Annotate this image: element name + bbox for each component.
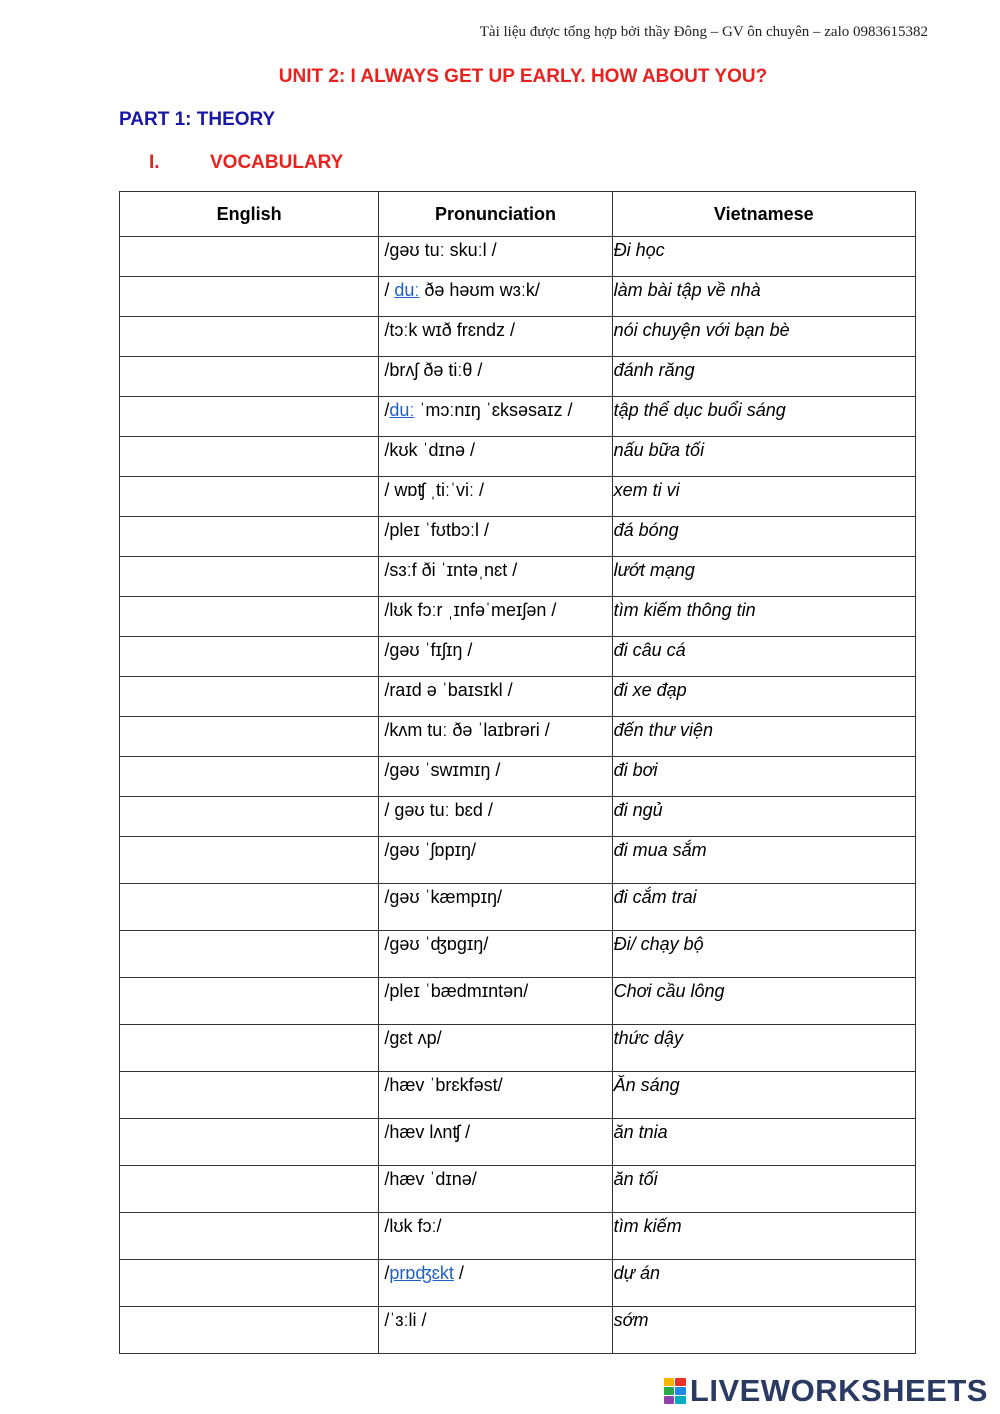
- logo-square: [664, 1378, 675, 1386]
- english-cell[interactable]: [120, 884, 379, 931]
- brand-text: LIVEWORKSHEETS: [689, 1373, 988, 1408]
- vietnamese-cell: đi xe đạp: [612, 677, 915, 717]
- english-cell[interactable]: [120, 317, 379, 357]
- english-cell[interactable]: [120, 397, 379, 437]
- table-row: [120, 597, 916, 637]
- pronunciation-cell: [379, 397, 612, 437]
- pronunciation-cell: /gəʊ ˈʤɒgɪŋ/: [379, 931, 612, 978]
- english-cell[interactable]: [120, 517, 379, 557]
- vietnamese-cell: nấu bữa tối: [612, 437, 915, 477]
- pronunciation-cell: /tɔːk wɪð frɛndz /: [379, 317, 612, 357]
- table-row: [120, 1072, 916, 1119]
- pronunciation-link[interactable]: prɒʤɛkt: [389, 1263, 454, 1283]
- english-cell[interactable]: [120, 978, 379, 1025]
- vietnamese-cell: đến thư viện: [612, 717, 915, 757]
- pronunciation-prefix: /: [384, 1263, 390, 1283]
- table-row: [120, 317, 916, 357]
- table-row: [120, 837, 916, 884]
- table-header-row: [120, 192, 916, 237]
- table-row: [120, 931, 916, 978]
- pronunciation-cell: /gəʊ ˈfɪʃɪŋ /: [379, 637, 612, 677]
- english-cell[interactable]: [120, 637, 379, 677]
- english-cell[interactable]: [120, 1213, 379, 1260]
- logo-square: [664, 1396, 675, 1404]
- pronunciation-cell: /lʊk fɔːr ˌɪnfəˈmeɪʃən /: [379, 597, 612, 637]
- table-row: [120, 717, 916, 757]
- english-cell[interactable]: [120, 1260, 379, 1307]
- header-english: English: [120, 192, 379, 237]
- english-cell[interactable]: [120, 597, 379, 637]
- pronunciation-cell: /gəʊ ˈkæmpɪŋ/: [379, 884, 612, 931]
- table-row: [120, 237, 916, 277]
- table-row: [120, 1307, 916, 1354]
- pronunciation-cell: /kʌm tuː ðə ˈlaɪbrəri /: [379, 717, 612, 757]
- vietnamese-cell: sớm: [612, 1307, 915, 1354]
- english-cell[interactable]: [120, 357, 379, 397]
- logo-square: [664, 1387, 675, 1395]
- vietnamese-cell: tìm kiếm thông tin: [612, 597, 915, 637]
- pronunciation-link[interactable]: duː: [394, 280, 420, 300]
- vietnamese-cell: làm bài tập về nhà: [612, 277, 915, 317]
- vietnamese-cell: đá bóng: [612, 517, 915, 557]
- part-title: PART 1: THEORY: [119, 109, 276, 130]
- section-number: I.: [149, 152, 160, 173]
- table-row: [120, 1213, 916, 1260]
- english-cell[interactable]: [120, 437, 379, 477]
- pronunciation-cell: / gəʊ tuː bɛd /: [379, 797, 612, 837]
- header-pronunciation: Pronunciation: [379, 192, 612, 237]
- english-cell[interactable]: [120, 931, 379, 978]
- vietnamese-cell: lướt mạng: [612, 557, 915, 597]
- table-row: [120, 557, 916, 597]
- table-row: [120, 978, 916, 1025]
- table-row: [120, 797, 916, 837]
- english-cell[interactable]: [120, 797, 379, 837]
- pronunciation-cell: /sɜːf ði ˈɪntəˌnɛt /: [379, 557, 612, 597]
- table-row: [120, 517, 916, 557]
- pronunciation-cell: /lʊk fɔː/: [379, 1213, 612, 1260]
- english-cell[interactable]: [120, 677, 379, 717]
- table-row: [120, 357, 916, 397]
- table-body: [120, 237, 916, 1354]
- pronunciation-suffix: /: [453, 1263, 464, 1283]
- vietnamese-cell: đi cắm trai: [612, 884, 915, 931]
- vietnamese-cell: tập thể dục buổi sáng: [612, 397, 915, 437]
- logo-square: [675, 1387, 686, 1395]
- table-row: [120, 677, 916, 717]
- pronunciation-prefix: /: [384, 280, 395, 300]
- pronunciation-cell: /gɛt ʌp/: [379, 1025, 612, 1072]
- vietnamese-cell: nói chuyện với bạn bè: [612, 317, 915, 357]
- english-cell[interactable]: [120, 557, 379, 597]
- english-cell[interactable]: [120, 1119, 379, 1166]
- table-row: [120, 884, 916, 931]
- english-cell[interactable]: [120, 477, 379, 517]
- english-cell[interactable]: [120, 757, 379, 797]
- table-row: [120, 1025, 916, 1072]
- pronunciation-cell: /gəʊ ˈʃɒpɪŋ/: [379, 837, 612, 884]
- table-row: [120, 1260, 916, 1307]
- vietnamese-cell: Đi/ chạy bộ: [612, 931, 915, 978]
- vietnamese-cell: Ăn sáng: [612, 1072, 915, 1119]
- pronunciation-suffix: ˈmɔːnɪŋ ˈɛksəsaɪz /: [414, 400, 573, 420]
- table-row: [120, 757, 916, 797]
- vietnamese-cell: đánh răng: [612, 357, 915, 397]
- vietnamese-cell: xem ti vi: [612, 477, 915, 517]
- vietnamese-cell: thức dậy: [612, 1025, 915, 1072]
- pronunciation-link[interactable]: duː: [389, 400, 415, 420]
- vietnamese-cell: ăn tối: [612, 1166, 915, 1213]
- unit-title: UNIT 2: I ALWAYS GET UP EARLY. HOW ABOUT YOU?: [278, 66, 768, 87]
- table-row: [120, 397, 916, 437]
- liveworksheets-brand: [664, 1374, 988, 1408]
- table-row: [120, 437, 916, 477]
- vietnamese-cell: ăn tnia: [612, 1119, 915, 1166]
- table-row: [120, 1166, 916, 1213]
- pronunciation-cell: /pleɪ ˈfʊtbɔːl /: [379, 517, 612, 557]
- vietnamese-cell: đi mua sắm: [612, 837, 915, 884]
- english-cell[interactable]: [120, 237, 379, 277]
- english-cell[interactable]: [120, 717, 379, 757]
- pronunciation-cell: /kʊk ˈdɪnə /: [379, 437, 612, 477]
- pronunciation-cell: /hæv ˈbrɛkfəst/: [379, 1072, 612, 1119]
- vietnamese-cell: đi ngủ: [612, 797, 915, 837]
- english-cell[interactable]: [120, 1307, 379, 1354]
- pronunciation-cell: [379, 277, 612, 317]
- vietnamese-cell: đi câu cá: [612, 637, 915, 677]
- pronunciation-cell: / wɒʧ ˌtiːˈviː /: [379, 477, 612, 517]
- english-cell[interactable]: [120, 837, 379, 884]
- header-note: Tài liệu được tổng hợp bởi thầy Đông – GV ôn chuyên – zalo 0983615382: [479, 24, 928, 40]
- english-cell[interactable]: [120, 1025, 379, 1072]
- pronunciation-cell: /raɪd ə ˈbaɪsɪkl /: [379, 677, 612, 717]
- vietnamese-cell: tìm kiếm: [612, 1213, 915, 1260]
- english-cell[interactable]: [120, 277, 379, 317]
- pronunciation-cell: /ˈɜːli /: [379, 1307, 612, 1354]
- english-cell[interactable]: [120, 1072, 379, 1119]
- header-vietnamese: Vietnamese: [612, 192, 915, 237]
- pronunciation-cell: [379, 1260, 612, 1307]
- section-title: [149, 152, 343, 174]
- vietnamese-cell: dự án: [612, 1260, 915, 1307]
- table-row: [120, 277, 916, 317]
- pronunciation-suffix: ðə həʊm wɜːk/: [419, 280, 540, 300]
- vocabulary-table: [119, 191, 916, 1354]
- liveworksheets-logo-icon: [664, 1378, 686, 1404]
- pronunciation-cell: /pleɪ ˈbædmɪntən/: [379, 978, 612, 1025]
- table-row: [120, 1119, 916, 1166]
- pronunciation-cell: /gəʊ tuː skuːl /: [379, 237, 612, 277]
- pronunciation-cell: /hæv lʌnʧ /: [379, 1119, 612, 1166]
- vietnamese-cell: đi bơi: [612, 757, 915, 797]
- vietnamese-cell: Chơi cầu lông: [612, 978, 915, 1025]
- pronunciation-cell: /brʌʃ ðə tiːθ /: [379, 357, 612, 397]
- table-row: [120, 637, 916, 677]
- section-label: VOCABULARY: [210, 152, 344, 173]
- logo-square: [675, 1396, 686, 1404]
- english-cell[interactable]: [120, 1166, 379, 1213]
- pronunciation-cell: /hæv ˈdɪnə/: [379, 1166, 612, 1213]
- pronunciation-prefix: /: [384, 400, 390, 420]
- logo-square: [675, 1378, 686, 1386]
- pronunciation-cell: /gəʊ ˈswɪmɪŋ /: [379, 757, 612, 797]
- table-row: [120, 477, 916, 517]
- vietnamese-cell: Đi học: [612, 237, 915, 277]
